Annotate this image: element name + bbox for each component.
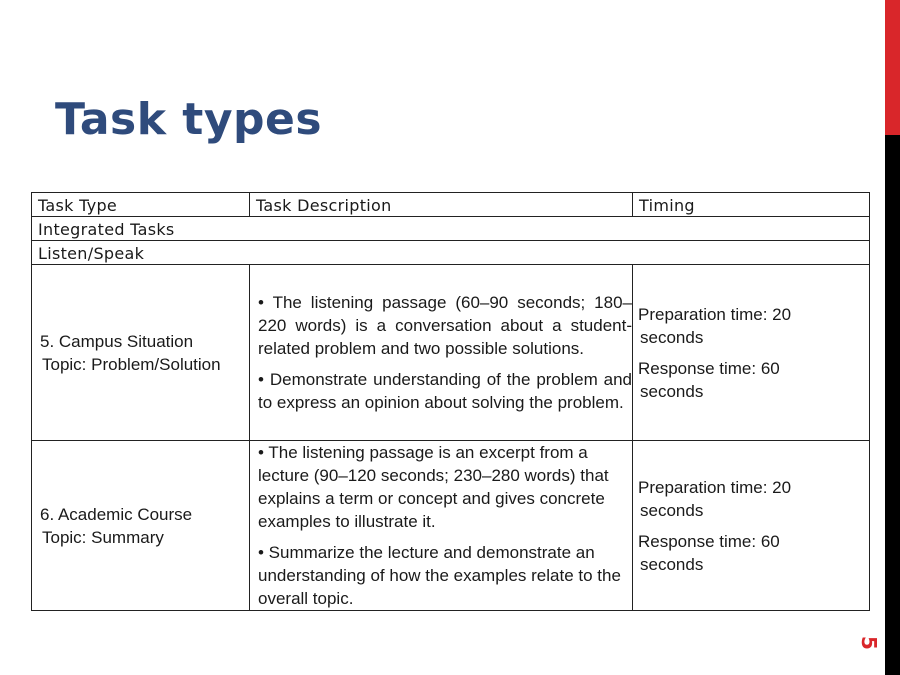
timing-cell xyxy=(633,441,870,611)
task-types-table xyxy=(31,192,870,611)
description-bullet: • The listening passage (60–90 seconds; 180–220 words) is a conversation about a student-related problem and two possible solutions. xyxy=(258,293,632,358)
table-row xyxy=(32,441,870,611)
response-time-value: Response time: 60 xyxy=(638,358,780,378)
task-description-cell xyxy=(250,265,633,441)
accent-bar-black xyxy=(885,135,900,675)
subsection-label: Listen/Speak xyxy=(32,241,870,265)
description-bullet: • Demonstrate understanding of the problem and to express an opinion about solving the problem. xyxy=(258,370,632,412)
preparation-time-value: Preparation time: 20 xyxy=(638,304,792,324)
task-number-title: 5. Campus Situation xyxy=(40,331,194,351)
table-header-row xyxy=(32,193,870,217)
header-task-description: Task Description xyxy=(250,193,633,217)
response-time-value: Response time: 60 xyxy=(638,531,780,551)
response-time-unit: seconds xyxy=(640,381,704,401)
description-bullet: • Summarize the lecture and demonstrate an understanding of how the examples relate to the overall topic. xyxy=(258,543,621,608)
preparation-time-value: Preparation time: 20 xyxy=(638,477,792,497)
task-topic: Topic: Summary xyxy=(42,527,164,547)
preparation-time-unit: seconds xyxy=(640,327,704,347)
response-time xyxy=(638,530,865,576)
table-row xyxy=(32,265,870,441)
task-type-cell xyxy=(32,441,250,611)
accent-bar-red xyxy=(885,0,900,135)
header-timing: Timing xyxy=(633,193,870,217)
subsection-row xyxy=(32,241,870,265)
section-label: Integrated Tasks xyxy=(32,217,870,241)
section-row xyxy=(32,217,870,241)
header-task-type: Task Type xyxy=(32,193,250,217)
task-description-cell xyxy=(250,441,633,611)
slide-title: Task types xyxy=(55,94,323,145)
response-time-unit: seconds xyxy=(640,554,704,574)
page-number: 5 xyxy=(857,636,881,650)
task-type-cell xyxy=(32,265,250,441)
preparation-time xyxy=(638,303,865,349)
preparation-time-unit: seconds xyxy=(640,500,704,520)
task-topic: Topic: Problem/Solution xyxy=(42,354,221,374)
task-number-title: 6. Academic Course xyxy=(40,504,193,524)
timing-cell xyxy=(633,265,870,441)
description-bullet: • The listening passage is an excerpt from a lecture (90–120 seconds; 230–280 words) that explains a term or concept and gives concrete examples to illustrate it. xyxy=(258,443,609,531)
preparation-time xyxy=(638,476,865,522)
response-time xyxy=(638,357,865,403)
